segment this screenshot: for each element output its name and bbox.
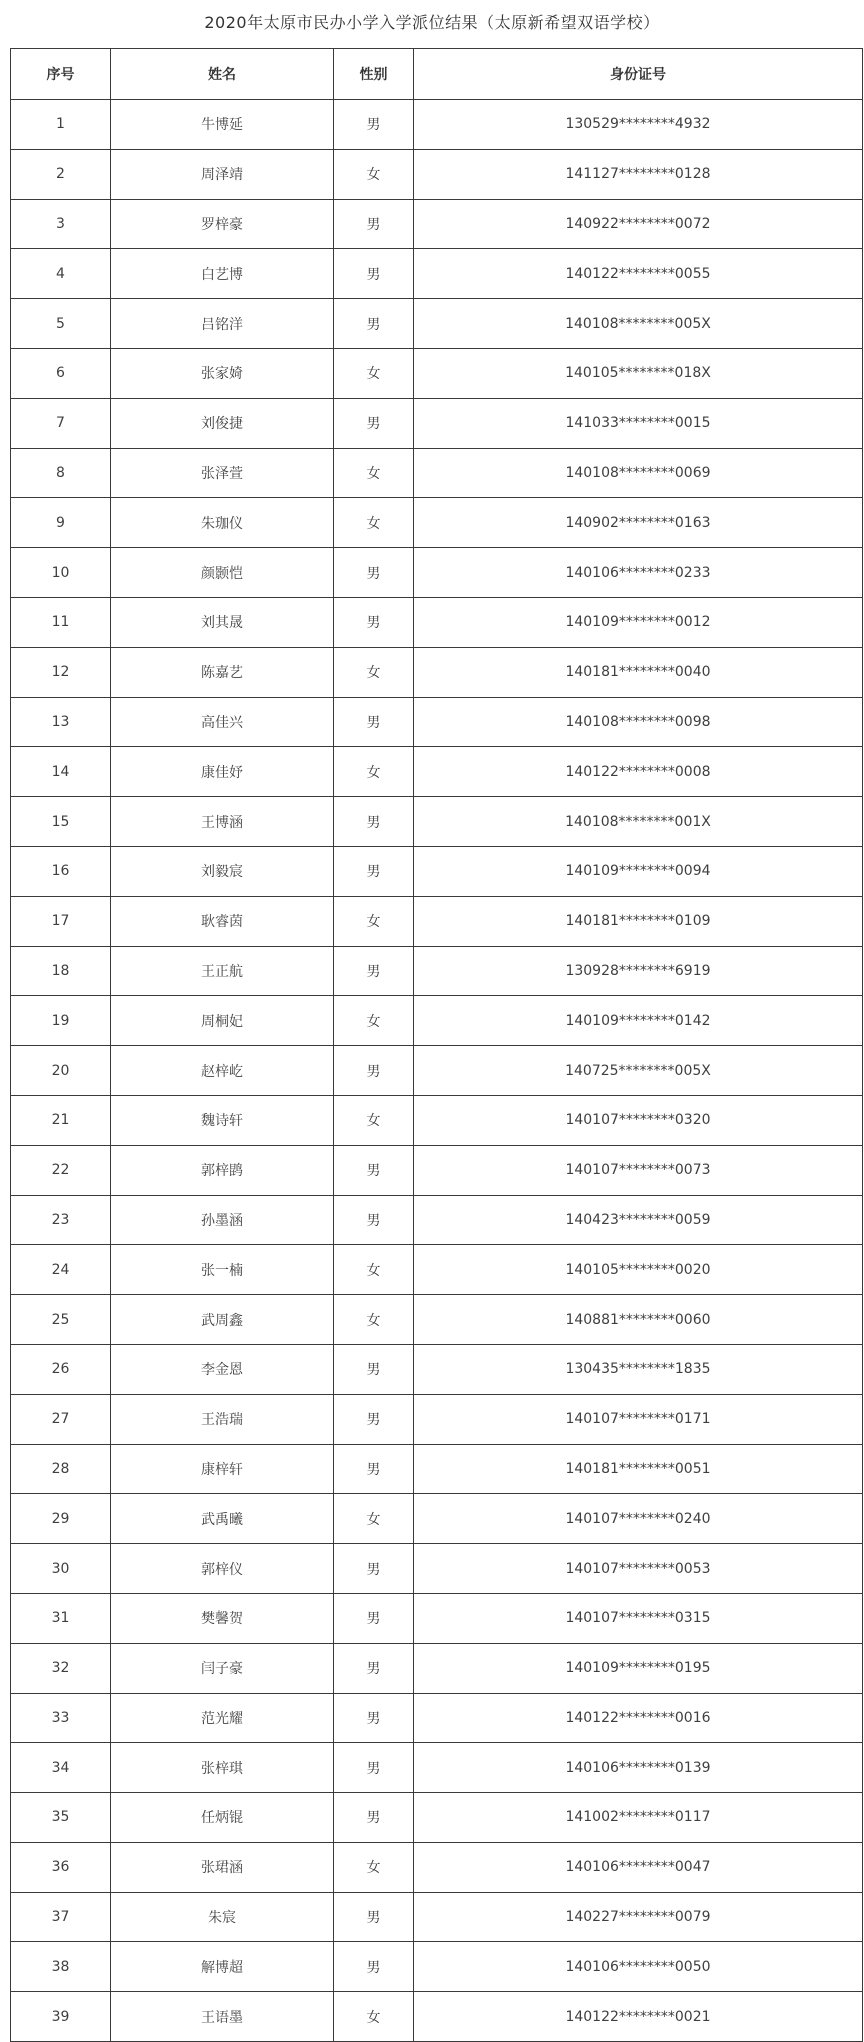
cell-index: 5: [11, 299, 111, 349]
cell-name: 张泽萱: [111, 448, 334, 498]
cell-name: 范光耀: [111, 1693, 334, 1743]
cell-gender: 女: [334, 896, 414, 946]
cell-index: 28: [11, 1444, 111, 1494]
cell-id-number: 140108********0069: [414, 448, 863, 498]
cell-gender: 男: [334, 1643, 414, 1693]
cell-gender: 男: [334, 299, 414, 349]
table-row: [11, 1344, 863, 1394]
cell-index: 20: [11, 1046, 111, 1096]
cell-name: 张一楠: [111, 1245, 334, 1295]
cell-name: 康梓轩: [111, 1444, 334, 1494]
cell-gender: 男: [334, 1394, 414, 1444]
cell-index: 6: [11, 348, 111, 398]
cell-id-number: 141002********0117: [414, 1793, 863, 1843]
cell-id-number: 140902********0163: [414, 498, 863, 548]
cell-name: 康佳妤: [111, 747, 334, 797]
cell-id-number: 130529********4932: [414, 100, 863, 150]
cell-gender: 男: [334, 846, 414, 896]
table-row: [11, 896, 863, 946]
cell-index: 13: [11, 697, 111, 747]
cell-gender: 男: [334, 398, 414, 448]
cell-id-number: 140109********0012: [414, 597, 863, 647]
table-row: [11, 448, 863, 498]
cell-id-number: 140109********0142: [414, 996, 863, 1046]
cell-name: 罗梓豪: [111, 199, 334, 249]
header-name: 姓名: [111, 49, 334, 100]
cell-name: 武周鑫: [111, 1295, 334, 1345]
cell-index: 17: [11, 896, 111, 946]
cell-index: 37: [11, 1892, 111, 1942]
cell-name: 周桐妃: [111, 996, 334, 1046]
cell-id-number: 140109********0094: [414, 846, 863, 896]
cell-index: 22: [11, 1145, 111, 1195]
table-row: [11, 647, 863, 697]
cell-index: 38: [11, 1942, 111, 1992]
cell-gender: 女: [334, 448, 414, 498]
header-id-number: 身份证号: [414, 49, 863, 100]
table-row: [11, 846, 863, 896]
cell-index: 12: [11, 647, 111, 697]
table-row: [11, 1743, 863, 1793]
cell-name: 刘毅宸: [111, 846, 334, 896]
cell-index: 1: [11, 100, 111, 150]
cell-name: 周泽靖: [111, 149, 334, 199]
table-row: [11, 1046, 863, 1096]
cell-gender: 男: [334, 1743, 414, 1793]
cell-name: 樊馨贺: [111, 1593, 334, 1643]
table-row: [11, 597, 863, 647]
cell-name: 白艺博: [111, 249, 334, 299]
cell-id-number: 130928********6919: [414, 946, 863, 996]
cell-gender: 男: [334, 1046, 414, 1096]
cell-gender: 男: [334, 199, 414, 249]
cell-index: 18: [11, 946, 111, 996]
table-row: [11, 548, 863, 598]
cell-id-number: 141127********0128: [414, 149, 863, 199]
cell-gender: 男: [334, 1693, 414, 1743]
cell-name: 王语墨: [111, 1992, 334, 2042]
cell-id-number: 140107********0171: [414, 1394, 863, 1444]
table-row: [11, 1145, 863, 1195]
cell-gender: 男: [334, 1444, 414, 1494]
cell-name: 解博超: [111, 1942, 334, 1992]
cell-id-number: 140122********0055: [414, 249, 863, 299]
cell-name: 王正航: [111, 946, 334, 996]
cell-index: 31: [11, 1593, 111, 1643]
cell-gender: 女: [334, 1295, 414, 1345]
table-row: [11, 1544, 863, 1594]
cell-id-number: 140108********005X: [414, 299, 863, 349]
cell-id-number: 140881********0060: [414, 1295, 863, 1345]
cell-name: 王博涵: [111, 797, 334, 847]
cell-index: 36: [11, 1842, 111, 1892]
table-row: [11, 100, 863, 150]
cell-name: 耿睿茵: [111, 896, 334, 946]
cell-index: 11: [11, 597, 111, 647]
cell-id-number: 140108********001X: [414, 797, 863, 847]
cell-gender: 女: [334, 1245, 414, 1295]
table-row: [11, 1394, 863, 1444]
cell-index: 23: [11, 1195, 111, 1245]
cell-id-number: 140106********0047: [414, 1842, 863, 1892]
cell-name: 张珺涵: [111, 1842, 334, 1892]
cell-name: 朱宸: [111, 1892, 334, 1942]
cell-id-number: 130435********1835: [414, 1344, 863, 1394]
table-row: [11, 747, 863, 797]
cell-id-number: 140122********0021: [414, 1992, 863, 2042]
table-row: [11, 498, 863, 548]
cell-index: 15: [11, 797, 111, 847]
cell-gender: 男: [334, 1195, 414, 1245]
cell-name: 刘其晟: [111, 597, 334, 647]
table-row: [11, 1643, 863, 1693]
cell-gender: 女: [334, 1842, 414, 1892]
table-row: [11, 1195, 863, 1245]
cell-id-number: 140106********0139: [414, 1743, 863, 1793]
cell-id-number: 140105********0020: [414, 1245, 863, 1295]
cell-name: 李金恩: [111, 1344, 334, 1394]
cell-id-number: 140109********0195: [414, 1643, 863, 1693]
cell-index: 4: [11, 249, 111, 299]
cell-id-number: 140423********0059: [414, 1195, 863, 1245]
cell-index: 7: [11, 398, 111, 448]
cell-id-number: 140105********018X: [414, 348, 863, 398]
cell-gender: 女: [334, 1095, 414, 1145]
header-index: 序号: [11, 49, 111, 100]
cell-index: 19: [11, 996, 111, 1046]
cell-gender: 女: [334, 149, 414, 199]
cell-index: 9: [11, 498, 111, 548]
table-row: [11, 797, 863, 847]
cell-id-number: 140181********0109: [414, 896, 863, 946]
cell-name: 陈嘉艺: [111, 647, 334, 697]
cell-id-number: 140122********0008: [414, 747, 863, 797]
cell-name: 魏诗轩: [111, 1095, 334, 1145]
cell-gender: 女: [334, 498, 414, 548]
cell-gender: 男: [334, 1344, 414, 1394]
cell-gender: 男: [334, 1145, 414, 1195]
cell-id-number: 141033********0015: [414, 398, 863, 448]
cell-name: 刘俊捷: [111, 398, 334, 448]
cell-gender: 男: [334, 1942, 414, 1992]
cell-index: 2: [11, 149, 111, 199]
table-row: [11, 1494, 863, 1544]
table-row: [11, 1095, 863, 1145]
cell-gender: 女: [334, 747, 414, 797]
cell-id-number: 140108********0098: [414, 697, 863, 747]
table-row: [11, 1444, 863, 1494]
cell-index: 14: [11, 747, 111, 797]
cell-name: 孙墨涵: [111, 1195, 334, 1245]
cell-gender: 女: [334, 996, 414, 1046]
table-row: [11, 1295, 863, 1345]
cell-id-number: 140107********0073: [414, 1145, 863, 1195]
header-gender: 性别: [334, 49, 414, 100]
cell-gender: 男: [334, 697, 414, 747]
cell-id-number: 140107********0320: [414, 1095, 863, 1145]
page-title: 2020年太原市民办小学入学派位结果（太原新希望双语学校）: [204, 13, 660, 32]
cell-name: 任炳锟: [111, 1793, 334, 1843]
table-row: [11, 299, 863, 349]
cell-index: 3: [11, 199, 111, 249]
cell-id-number: 140106********0050: [414, 1942, 863, 1992]
cell-id-number: 140106********0233: [414, 548, 863, 598]
cell-index: 34: [11, 1743, 111, 1793]
cell-name: 闫子豪: [111, 1643, 334, 1693]
cell-index: 27: [11, 1394, 111, 1444]
table-row: [11, 149, 863, 199]
cell-name: 高佳兴: [111, 697, 334, 747]
cell-gender: 男: [334, 946, 414, 996]
cell-name: 郭梓鹍: [111, 1145, 334, 1195]
cell-gender: 男: [334, 249, 414, 299]
cell-name: 颜颢恺: [111, 548, 334, 598]
cell-index: 33: [11, 1693, 111, 1743]
table-body: [11, 100, 863, 2042]
cell-index: 26: [11, 1344, 111, 1394]
cell-id-number: 140181********0040: [414, 647, 863, 697]
cell-index: 16: [11, 846, 111, 896]
cell-name: 张梓琪: [111, 1743, 334, 1793]
cell-gender: 男: [334, 100, 414, 150]
cell-gender: 男: [334, 1593, 414, 1643]
cell-index: 10: [11, 548, 111, 598]
cell-gender: 女: [334, 348, 414, 398]
cell-index: 32: [11, 1643, 111, 1693]
table-row: [11, 697, 863, 747]
table-row: [11, 1593, 863, 1643]
table-row: [11, 1793, 863, 1843]
cell-gender: 女: [334, 647, 414, 697]
table-row: [11, 249, 863, 299]
cell-gender: 女: [334, 1494, 414, 1544]
cell-id-number: 140107********0315: [414, 1593, 863, 1643]
cell-gender: 男: [334, 548, 414, 598]
table-row: [11, 1245, 863, 1295]
table-row: [11, 946, 863, 996]
table-row: [11, 348, 863, 398]
cell-index: 29: [11, 1494, 111, 1544]
cell-index: 25: [11, 1295, 111, 1345]
cell-gender: 男: [334, 797, 414, 847]
cell-index: 8: [11, 448, 111, 498]
table-row: [11, 1992, 863, 2042]
cell-index: 21: [11, 1095, 111, 1145]
table-row: [11, 1892, 863, 1942]
table-row: [11, 1842, 863, 1892]
cell-index: 39: [11, 1992, 111, 2042]
cell-id-number: 140227********0079: [414, 1892, 863, 1942]
cell-id-number: 140922********0072: [414, 199, 863, 249]
cell-name: 赵梓屹: [111, 1046, 334, 1096]
cell-gender: 男: [334, 1892, 414, 1942]
cell-gender: 女: [334, 1992, 414, 2042]
cell-name: 牛博延: [111, 100, 334, 150]
table-row: [11, 1942, 863, 1992]
cell-index: 30: [11, 1544, 111, 1594]
cell-gender: 男: [334, 597, 414, 647]
cell-name: 武禹曦: [111, 1494, 334, 1544]
table-row: [11, 996, 863, 1046]
cell-name: 张家婍: [111, 348, 334, 398]
cell-index: 35: [11, 1793, 111, 1843]
cell-id-number: 140122********0016: [414, 1693, 863, 1743]
table-row: [11, 1693, 863, 1743]
cell-index: 24: [11, 1245, 111, 1295]
cell-gender: 男: [334, 1793, 414, 1843]
table-row: [11, 398, 863, 448]
cell-id-number: 140181********0051: [414, 1444, 863, 1494]
cell-name: 朱珈仪: [111, 498, 334, 548]
table-header-row: [11, 49, 863, 100]
cell-id-number: 140107********0053: [414, 1544, 863, 1594]
cell-gender: 男: [334, 1544, 414, 1594]
cell-name: 吕铭洋: [111, 299, 334, 349]
cell-id-number: 140107********0240: [414, 1494, 863, 1544]
cell-id-number: 140725********005X: [414, 1046, 863, 1096]
results-table: [10, 48, 863, 2042]
cell-name: 郭梓仪: [111, 1544, 334, 1594]
cell-name: 王浩瑞: [111, 1394, 334, 1444]
table-row: [11, 199, 863, 249]
